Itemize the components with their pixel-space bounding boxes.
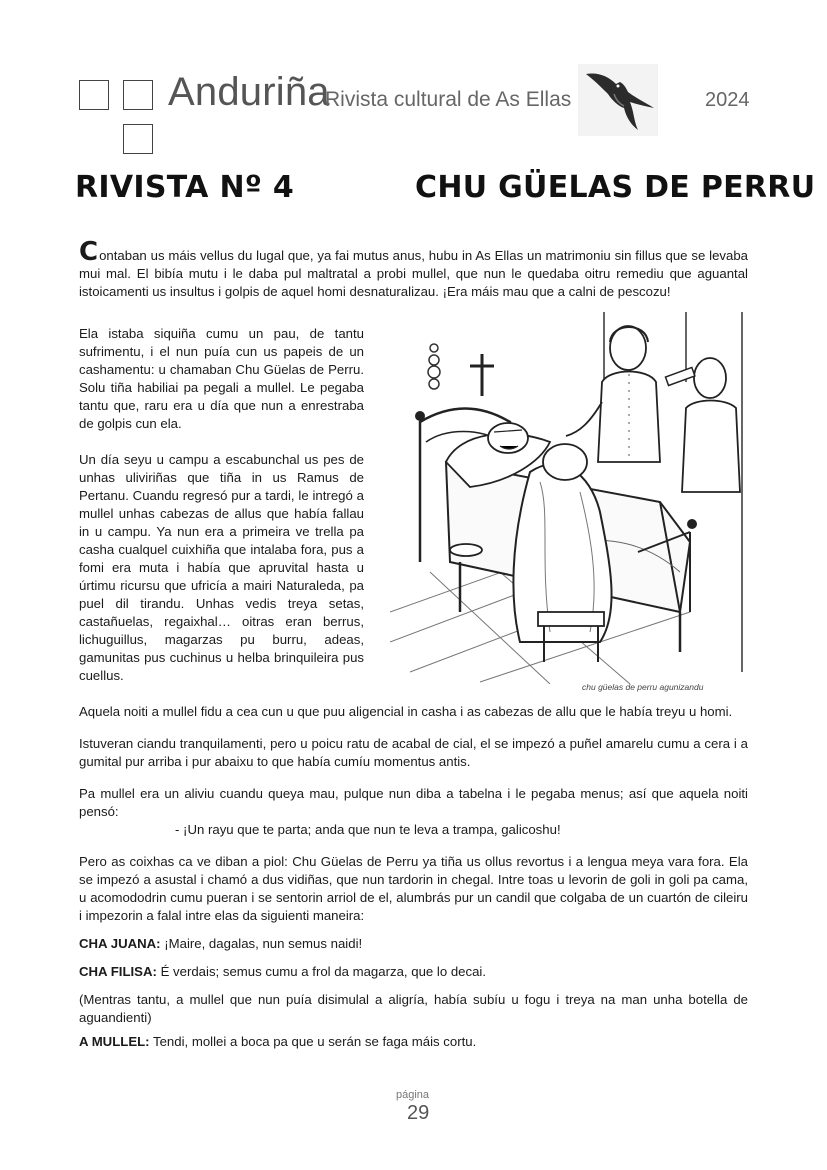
line-cha-juana: ¡Maire, dagalas, nun semus naidi! xyxy=(160,936,363,951)
intro-text: ontaban us máis vellus du lugal que, ya fai mutus anus, hubu in As Ellas un matrimoniu sin fillus que se levaba mui mal. El bibía mutu i le daba pul maltratal a probi mullel, que nun le quedaba oitru remediu que aguantal istoicamenti us insultus i golpis de aquel homi desnaturalizau. ¡Era máis mau que a calni de pescozu! xyxy=(79,248,748,299)
intro-paragraph xyxy=(79,237,748,301)
dialogue-mullel xyxy=(79,1033,748,1051)
header-square-3 xyxy=(123,124,153,154)
body-paragraph-4: Istuveran ciandu tranquilamenti, pero u poicu ratu de acabal de cial, el se impezó a puñel amarelu cumu a cera i a gumital pur arriba i pur abaixu to que había cumíu momentus antis. xyxy=(79,736,748,769)
line-mullel: Tendi, mollei a boca pa que u serán se faga máis cortu. xyxy=(149,1034,477,1049)
quote-line: - ¡Un rayu que te parta; anda que nun te leva a trampa, galicoshu! xyxy=(175,822,561,837)
article-title: CHU GÜELAS DE PERRU xyxy=(415,170,816,205)
dialogue-cha-juana xyxy=(79,935,748,953)
page-number: 29 xyxy=(407,1102,430,1124)
dialogue-cha-filisa xyxy=(79,963,748,981)
line-cha-filisa: É verdais; semus cumu a frol da magarza, que lo decai. xyxy=(156,964,487,979)
speaker-cha-juana: CHA JUANA: xyxy=(79,936,161,951)
magazine-name: Anduriña xyxy=(168,70,330,114)
header-square-2 xyxy=(123,80,153,110)
header-square-1 xyxy=(79,80,109,110)
swallow-bird-icon xyxy=(578,64,658,136)
body-paragraph-6: Pero as coixhas ca ve diban a piol: Chu Güelas de Perru ya tiña us ollus revortus i a lengua meya vara fora. Ela se impezó a asustal i chamó a dus vidiñas, que nun tardorin in chegal. Intre toas u levorin de goli in goli pa cama, u acomododrin cumu pueran i se sentorin arriol de el, alumbrás pur un candil que colgaba de un cuartón de cileiru i impezorin a falal intre elas da siguienti maneira: xyxy=(79,854,748,923)
magazine-subtitle: Rivista cultural de As Ellas xyxy=(325,88,572,111)
body-paragraph-7: (Mentras tantu, a mullel que nun puía disimulal a aligría, había subíu u fogu i treya na man unha botella de aguandienti) xyxy=(79,992,748,1025)
page-label: página xyxy=(396,1089,430,1101)
column-paragraph-2: Un día seyu u campu a escabunchal us pes de unhas uliviriñas que tiña in us Ramus de Pertanu. Cuandu regresó pur a tardi, le intregó a mullel unhas cabezas de allus que había fallau in u campu. Ya nun era a primeira ve trella pa casha cualquel cuixhiña que intalaba fora, pus a fomi era muta i había que apruvital hasta u úrtimu ricursu que ufricía a mairi Naturaleda, pa puel dil tirandu. Unhas vedis treya setas, castañuelas, regaixhal… oitras eran berrus, lichuguillus, magarzas pu burru, adeas, gamunitas pus cuchinus u helba brinquileira pus cuellus. xyxy=(79,452,364,683)
speaker-mullel: A MULLEL: xyxy=(79,1034,150,1049)
body-paragraph-5: Pa mullel era un aliviu cuandu queya mau, pulque nun diba a tabelna i le pegaba menus; así que aquela noiti pensó: xyxy=(79,786,748,819)
speaker-cha-filisa: CHA FILISA: xyxy=(79,964,157,979)
issue-year: 2024 xyxy=(705,89,750,111)
figure-caption: chu güelas de perru agunizandu xyxy=(582,682,704,692)
illustration-dying-man xyxy=(390,312,746,684)
body-paragraph-3: Aquela noiti a mullel fidu a cea cun u que puu aligencial in casha i as cabezas de allu que le había treyu u homi. xyxy=(79,704,733,719)
issue-heading: RIVISTA Nº 4 xyxy=(75,170,294,205)
drop-cap: C xyxy=(79,237,99,267)
column-paragraph-1: Ela istaba siquiña cumu un pau, de tantu sufrimentu, i el nun puía cun us papeis de un cashamentu: u chamaban Chu Güelas de Perru. Solu tiña habiliai pa pegali a mullel. Le pegaba tantu que, raru era u día que nun a enrestraba de golpis cun ela. xyxy=(79,326,364,431)
